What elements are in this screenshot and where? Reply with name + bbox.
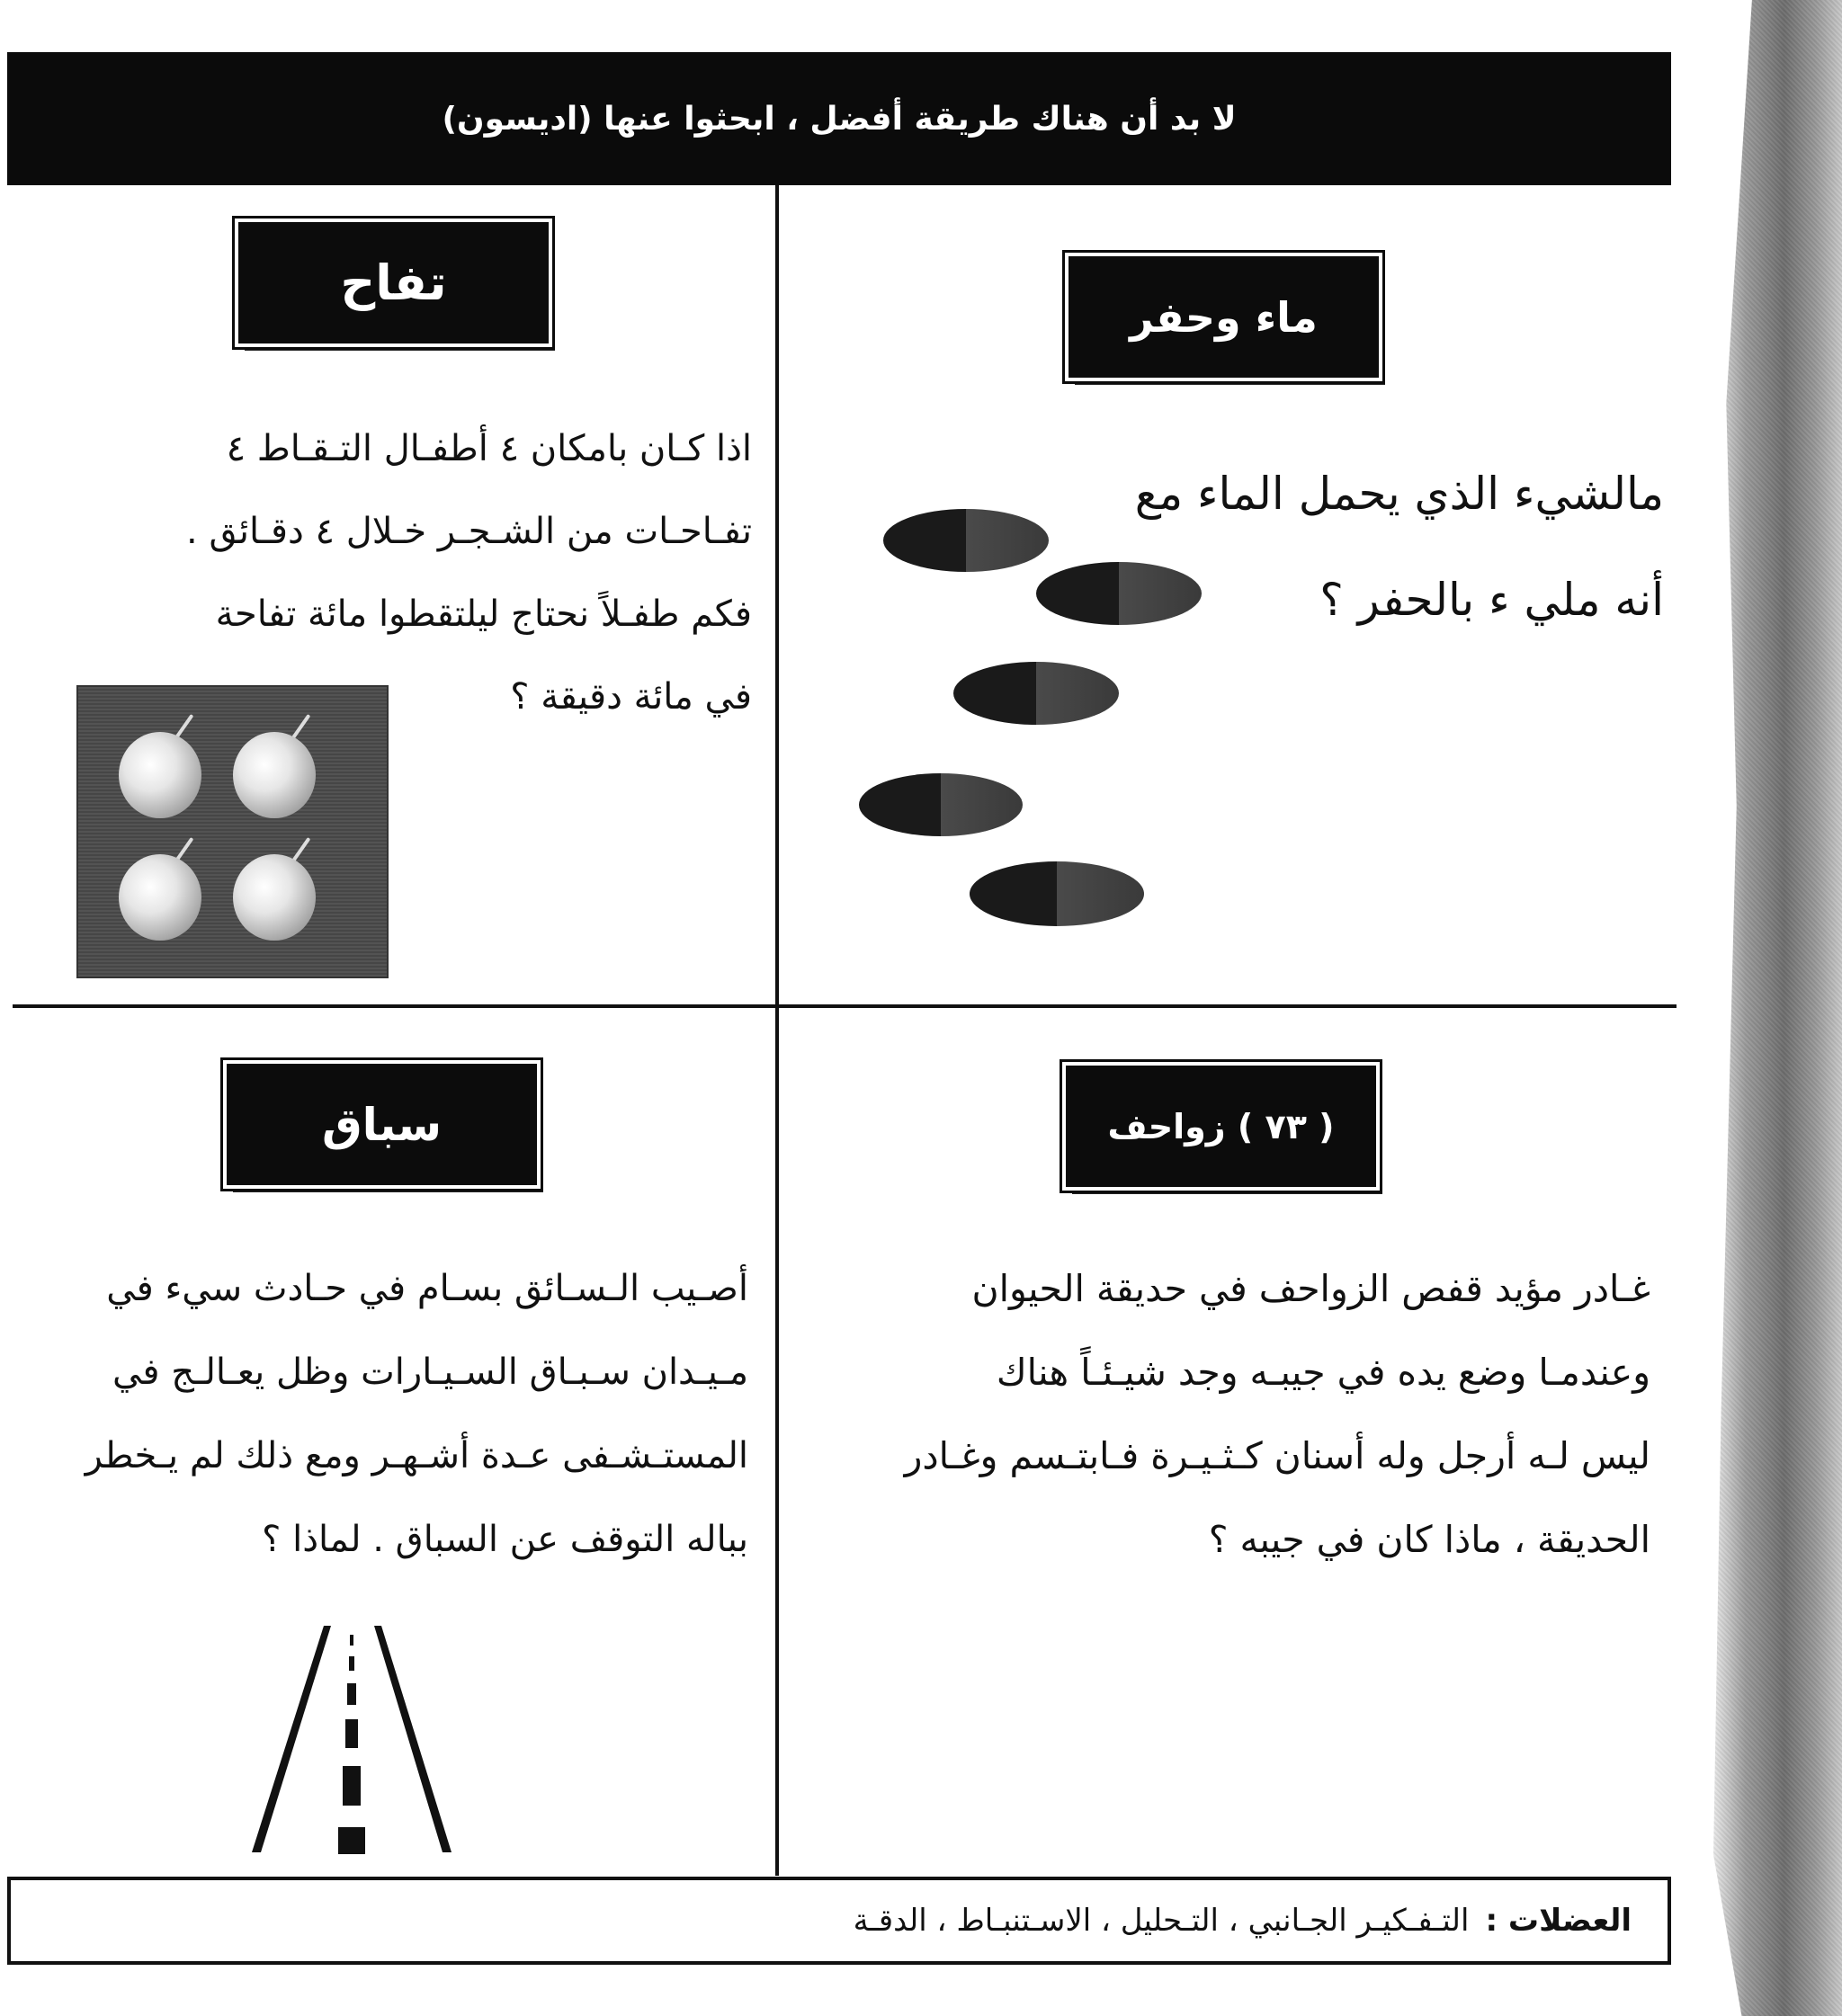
- apple-icon: [233, 854, 316, 941]
- card-title-race: [227, 1064, 537, 1185]
- apples-line-2: تفـاحـات من الشـجـر خـلال ٤ دقـائق .: [186, 511, 752, 552]
- road-right-edge: [374, 1626, 452, 1852]
- card-title-race-text: سباق: [321, 1098, 443, 1151]
- card-title-apples-text: تفاح: [340, 254, 447, 311]
- vertical-divider: [775, 185, 779, 1876]
- road-dash: [349, 1656, 354, 1671]
- apple-icon: [119, 732, 201, 818]
- road-dash: [345, 1719, 358, 1748]
- apples-line-4: في مائة دقيقة ؟: [510, 676, 752, 718]
- reptiles-line-2: وعندمـا وضع يده في جيبـه وجد شيـئـاً هناك: [996, 1351, 1650, 1394]
- hole-ellipse: [859, 773, 1023, 836]
- apple-icon: [119, 854, 201, 941]
- road-dash: [350, 1635, 353, 1646]
- header-quote: لا بد أن هناك طريقة أفضل ، ابحثوا عنها (اديسون): [442, 100, 1237, 138]
- road-icon: [243, 1619, 459, 1861]
- skills-list: التـفـكيـر الجـانبي ، التـحليل ، الاسـتنبـاط ، الدقـة: [853, 1903, 1470, 1939]
- race-line-4: بباله التوقف عن السباق . لماذا ؟: [262, 1519, 748, 1560]
- reptiles-line-4: الحديقة ، ماذا كان في جيبه ؟: [1208, 1518, 1650, 1561]
- water-line-1: مالشيء الذي يحمل الماء مع: [1134, 468, 1664, 520]
- race-line-3: المستـشـفى عـدة أشـهـر ومع ذلك لم يـخطر: [85, 1435, 748, 1476]
- hole-ellipse: [883, 509, 1049, 572]
- reptiles-line-1: غـادر مؤيد قفص الزواحف في حديقة الحيوان: [971, 1267, 1650, 1310]
- hole-ellipse: [1036, 562, 1202, 625]
- apples-line-1: اذا كـان بامكان ٤ أطفـال التـقـاط ٤: [226, 428, 752, 469]
- card-title-reptiles-text: ( ٧٣ ) زواحف: [1107, 1106, 1335, 1146]
- road-left-edge: [252, 1626, 331, 1852]
- skills-footer: [7, 1877, 1671, 1965]
- skills-label: العضلات :: [1485, 1903, 1632, 1939]
- header-quote-banner: [7, 52, 1671, 185]
- race-line-2: مـيـدان سـبـاق السـيـارات وظل يعـالـج في: [112, 1351, 748, 1393]
- reptiles-line-3: ليس لـه أرجل وله أسنان كـثـيـرة فـابتـسم وغـادر: [904, 1434, 1650, 1477]
- hole-ellipse: [970, 861, 1144, 926]
- card-text-reptiles: [787, 1247, 1650, 1582]
- hole-ellipse: [953, 662, 1119, 725]
- card-text-race: [13, 1247, 748, 1582]
- water-line-2: أنه ملي ء بالحفر ؟: [1319, 574, 1664, 626]
- road-dash: [343, 1766, 361, 1806]
- scan-edge-shadow: [1713, 0, 1842, 2016]
- card-title-water: [1069, 256, 1379, 378]
- card-title-reptiles: [1066, 1066, 1376, 1187]
- apples-image: [76, 685, 389, 978]
- card-title-water-text: ماء وحفر: [1130, 292, 1318, 342]
- card-title-apples: [238, 222, 549, 343]
- horizontal-divider: [13, 1004, 1677, 1008]
- apples-line-3: فكم طفـلاً نحتاج ليلتقطوا مائة تفاحة: [215, 593, 752, 635]
- road-dash: [338, 1827, 365, 1854]
- race-line-1: أصـيب الـسـائق بسـام في حـادث سيء في: [106, 1268, 748, 1309]
- apple-icon: [233, 732, 316, 818]
- road-dash: [347, 1683, 356, 1705]
